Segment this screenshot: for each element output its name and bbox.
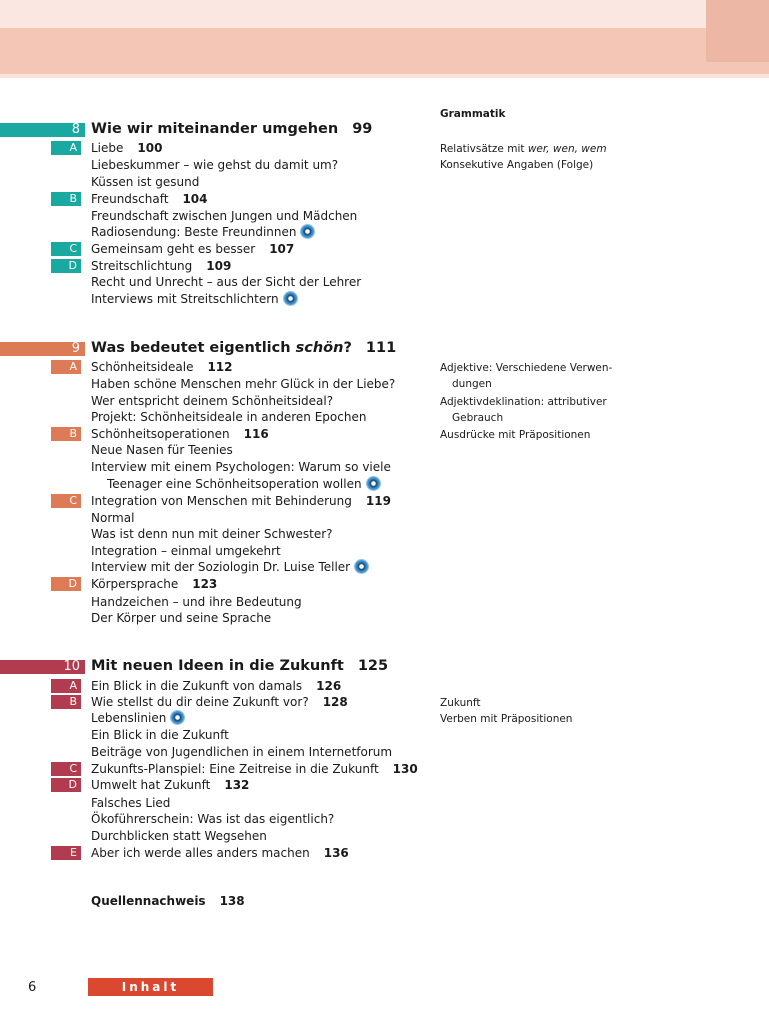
section-10d-letter: D bbox=[51, 778, 81, 792]
list-item-audio[interactable] bbox=[91, 224, 315, 240]
chapter-title-text: Mit neuen Ideen in die Zukunft bbox=[91, 658, 344, 674]
chapter-10-number: 10 bbox=[63, 659, 80, 674]
section-9d[interactable] bbox=[91, 576, 217, 592]
section-page: 116 bbox=[243, 427, 269, 441]
chapter-9-title[interactable] bbox=[91, 340, 396, 356]
list-item: Freundschaft zwischen Jungen und Mädchen bbox=[91, 209, 358, 223]
grammar-topic: Adjektivdeklination: attributiver bbox=[440, 396, 607, 408]
section-page: 130 bbox=[392, 762, 418, 776]
grammar-topic: Adjektive: Verschiedene Verwen- bbox=[440, 362, 613, 374]
section-9d-letter: D bbox=[51, 577, 81, 591]
list-item: Liebeskummer – wie gehst du damit um? bbox=[91, 158, 339, 172]
list-item-audio[interactable] bbox=[107, 476, 381, 492]
section-8b-letter: B bbox=[51, 192, 81, 206]
section-title: Umwelt hat Zukunft bbox=[91, 778, 211, 792]
section-10b-letter: B bbox=[51, 695, 81, 709]
list-item-text: Teenager eine Schönheitsoperation wollen bbox=[107, 477, 362, 491]
section-title: Gemeinsam geht es besser bbox=[91, 242, 256, 256]
section-10b[interactable] bbox=[91, 694, 348, 710]
chapter-9-number: 9 bbox=[71, 341, 80, 356]
list-item-text: Interview mit der Soziologin Dr. Luise Teller bbox=[91, 560, 351, 574]
section-title: Schönheitsideale bbox=[91, 360, 194, 374]
header-band-light bbox=[0, 0, 769, 28]
section-page: 100 bbox=[137, 141, 163, 155]
section-8c-letter: C bbox=[51, 242, 81, 256]
header-band-shadow bbox=[0, 74, 769, 78]
chapter-title-italic: schön bbox=[295, 340, 344, 356]
section-10a[interactable] bbox=[91, 678, 341, 694]
list-item: Falsches Lied bbox=[91, 796, 171, 810]
section-title: Ein Blick in die Zukunft von damals bbox=[91, 679, 303, 693]
list-item: Haben schöne Menschen mehr Glück in der Liebe? bbox=[91, 377, 396, 391]
audio-cd-icon[interactable] bbox=[366, 476, 381, 491]
audio-cd-icon[interactable] bbox=[170, 710, 185, 725]
chapter-title-suffix: ? bbox=[343, 340, 352, 356]
sources-page: 138 bbox=[219, 894, 245, 908]
list-item: Ein Blick in die Zukunft bbox=[91, 728, 229, 742]
sources-entry[interactable] bbox=[91, 894, 245, 908]
grammar-topic bbox=[440, 142, 607, 156]
audio-cd-icon[interactable] bbox=[283, 291, 298, 306]
chapter-8-title[interactable] bbox=[91, 121, 372, 137]
section-title: Integration von Menschen mit Behinderung bbox=[91, 494, 352, 508]
section-10c-letter: C bbox=[51, 762, 81, 776]
list-item: Durchblicken statt Wegsehen bbox=[91, 829, 267, 843]
section-8b[interactable] bbox=[91, 191, 208, 207]
header-band bbox=[0, 28, 769, 74]
grammar-italic: wer, wen, wem bbox=[527, 143, 607, 155]
section-9b-letter: B bbox=[51, 427, 81, 441]
list-item: Handzeichen – und ihre Bedeutung bbox=[91, 595, 302, 609]
section-title: Streitschlichtung bbox=[91, 259, 193, 273]
sources-label: Quellennachweis bbox=[91, 894, 206, 908]
chapter-page: 99 bbox=[352, 121, 373, 137]
section-10d[interactable] bbox=[91, 777, 249, 793]
grammar-text: Relativsätze mit bbox=[440, 143, 528, 155]
section-title: Liebe bbox=[91, 141, 124, 155]
list-item-text: Interviews mit Streitschlichtern bbox=[91, 292, 279, 306]
list-item-audio[interactable] bbox=[91, 291, 298, 307]
section-page: 119 bbox=[365, 494, 391, 508]
section-8c[interactable] bbox=[91, 241, 294, 257]
chapter-title-text: Wie wir miteinander umgehen bbox=[91, 121, 339, 137]
list-item: Recht und Unrecht – aus der Sicht der Lehrer bbox=[91, 275, 362, 289]
section-8d[interactable] bbox=[91, 258, 231, 274]
list-item: Projekt: Schönheitsideale in anderen Epochen bbox=[91, 410, 367, 424]
list-item: Normal bbox=[91, 511, 135, 525]
header-corner-tab bbox=[706, 0, 769, 62]
section-10e[interactable] bbox=[91, 845, 349, 861]
section-page: 112 bbox=[207, 360, 233, 374]
section-10e-letter: E bbox=[51, 846, 81, 860]
list-item-text: Radiosendung: Beste Freundinnen bbox=[91, 225, 297, 239]
section-title: Freundschaft bbox=[91, 192, 169, 206]
section-title: Schönheitsoperationen bbox=[91, 427, 230, 441]
section-9a-letter: A bbox=[51, 360, 81, 374]
list-item: Ökoführerschein: Was ist das eigentlich? bbox=[91, 812, 335, 826]
list-item: Beiträge von Jugendlichen in einem Internetforum bbox=[91, 745, 393, 759]
list-item: Was ist denn nun mit deiner Schwester? bbox=[91, 527, 333, 541]
section-title: Körpersprache bbox=[91, 577, 179, 591]
section-page: 109 bbox=[206, 259, 232, 273]
list-item: Küssen ist gesund bbox=[91, 175, 200, 189]
chapter-page: 111 bbox=[365, 340, 397, 356]
section-page: 132 bbox=[224, 778, 250, 792]
section-9b[interactable] bbox=[91, 426, 269, 442]
section-8a[interactable] bbox=[91, 140, 162, 156]
section-page: 126 bbox=[316, 679, 342, 693]
list-item: Wer entspricht deinem Schönheitsideal? bbox=[91, 394, 334, 408]
section-9c[interactable] bbox=[91, 493, 391, 509]
list-item: Integration – einmal umgekehrt bbox=[91, 544, 281, 558]
list-item-audio[interactable] bbox=[91, 559, 369, 575]
audio-cd-icon[interactable] bbox=[354, 559, 369, 574]
section-10a-letter: A bbox=[51, 679, 81, 693]
section-8a-letter: A bbox=[51, 141, 81, 155]
section-page: 128 bbox=[322, 695, 348, 709]
chapter-8-number: 8 bbox=[71, 122, 80, 137]
section-title: Zukunfts-Planspiel: Eine Zeitreise in die Zukunft bbox=[91, 762, 379, 776]
chapter-page: 125 bbox=[357, 658, 389, 674]
section-page: 136 bbox=[323, 846, 349, 860]
section-page: 107 bbox=[269, 242, 295, 256]
section-page: 123 bbox=[192, 577, 218, 591]
section-title: Aber ich werde alles anders machen bbox=[91, 846, 310, 860]
grammar-topic: Ausdrücke mit Präpositionen bbox=[440, 429, 591, 441]
section-8d-letter: D bbox=[51, 259, 81, 273]
grammar-topic: Zukunft bbox=[440, 697, 481, 709]
chapter-title-text: Was bedeutet eigentlich bbox=[91, 340, 296, 356]
grammar-topic-cont: Gebrauch bbox=[452, 412, 504, 424]
audio-cd-icon[interactable] bbox=[300, 224, 315, 239]
section-9a[interactable] bbox=[91, 359, 233, 375]
chapter-10-title[interactable] bbox=[91, 658, 388, 674]
section-title: Wie stellst du dir deine Zukunft vor? bbox=[91, 695, 309, 709]
section-10c[interactable] bbox=[91, 761, 418, 777]
grammar-topic: Konsekutive Angaben (Folge) bbox=[440, 159, 594, 171]
section-page: 104 bbox=[182, 192, 208, 206]
grammar-heading: Grammatik bbox=[440, 108, 506, 120]
list-item: Der Körper und seine Sprache bbox=[91, 611, 272, 625]
section-9c-letter: C bbox=[51, 494, 81, 508]
list-item: Interview mit einem Psychologen: Warum so viele bbox=[91, 460, 391, 474]
grammar-topic-cont: dungen bbox=[452, 378, 492, 390]
list-item-audio[interactable] bbox=[91, 710, 185, 726]
page-number: 6 bbox=[28, 980, 37, 995]
grammar-topic: Verben mit Präpositionen bbox=[440, 713, 573, 725]
list-item-text: Lebenslinien bbox=[91, 711, 167, 725]
section-label-inhalt: Inhalt bbox=[88, 978, 213, 996]
list-item: Neue Nasen für Teenies bbox=[91, 443, 233, 457]
